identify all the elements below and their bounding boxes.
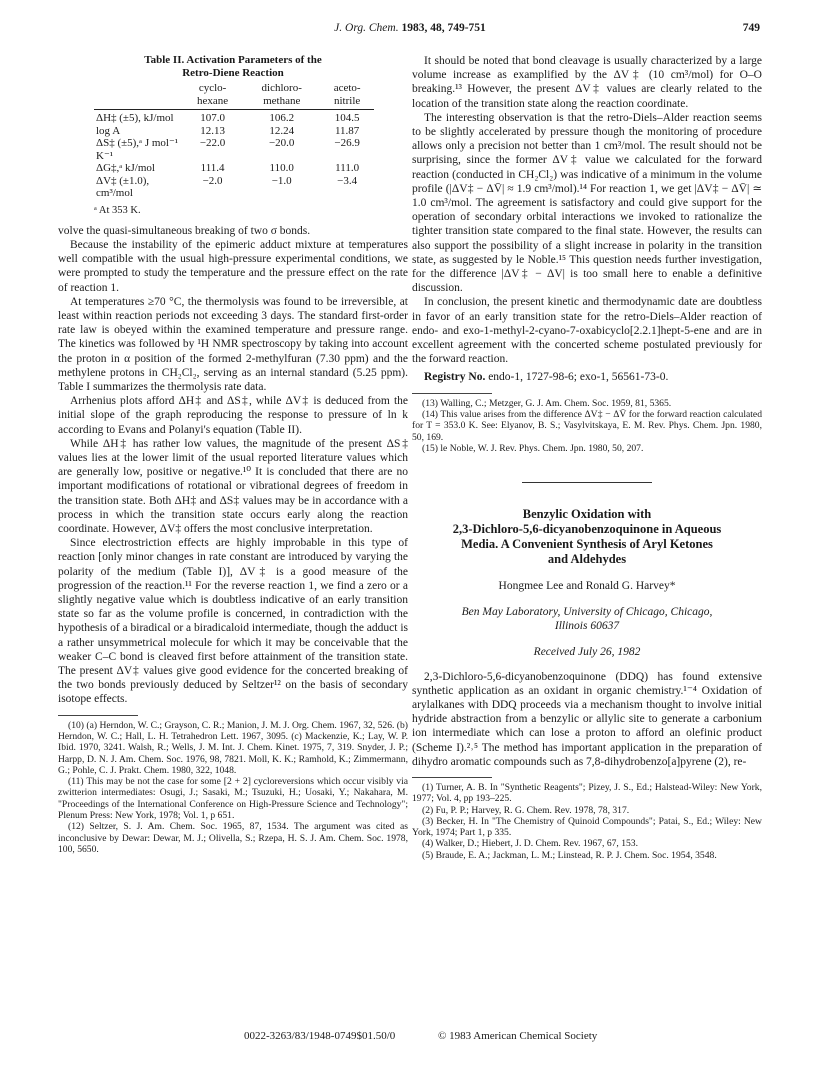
- article-body: 2,3-Dichloro-5,6-dicyanobenzoquinone (DDQ) has found extensive synthetic application as an oxidant in organic chemistry.¹⁻⁴ Oxidation of arylalkanes with DDQ proceeds via a mechanism thought to involve initial hydride abstraction from a benzylic or allylic site to generate a carbonium ion intermediate which can lose a proton to afford an olefinic product (Scheme I).²˒⁵ The method has important application in the preparation of dihydro aromatic compounds such as 7,8-dihydrobenzo[a]pyrene (2), re-: [412, 670, 762, 768]
- cell: −3.4: [337, 174, 358, 187]
- row-label: log A: [96, 124, 121, 137]
- footnote-divider: [412, 393, 492, 394]
- paragraph: While ΔH‡ has rather low values, the magnitude of the present ΔS‡ values lies at the lower limit of the usual reported literature values which are generally low, positive or negative.¹⁰ It is concluded that there are no important modifications of rotational or vibrational degrees of freedom in the transition state. Both ΔH‡ and ΔS‡ values may be in accordance with a process in which the transition state occurs early along the reaction coordinate. However, ΔV‡ offers the most conclusive interpretation.: [58, 437, 408, 535]
- cell: 12.24: [269, 124, 295, 137]
- paragraph: It should be noted that bond cleavage is usually characterized by a large volume increase as examplified by the ΔV‡ (10 cm³/mol) for O–O breaking.¹³ However, the present ΔV‡ values are clearly related to the location of the transition state along the reaction coordinate.: [412, 55, 762, 110]
- received-date: Received July 26, 1982: [533, 646, 641, 659]
- cell: 111.0: [335, 162, 360, 174]
- affiliation-line: Illinois 60637: [554, 620, 620, 633]
- table-footnote: ᵃ At 353 K.: [94, 204, 141, 216]
- cell: −22.0: [199, 137, 226, 149]
- table-row: [94, 137, 374, 162]
- left-footnotes: [58, 720, 408, 856]
- cell: 104.5: [334, 112, 360, 124]
- table-row: [94, 175, 374, 200]
- paragraph: Arrhenius plots afford ΔH‡ and ΔS‡, while ΔV‡ is deduced from the initial slope of the graph reproducing the response to pressure of ln k according to Evans and Polanyi's equation (Table II).: [58, 395, 408, 436]
- paragraph: In conclusion, the present kinetic and thermodynamic date are doubtless in favor of an early transition state for the retro-Diels–Alder reaction of endo- and exo-1-methyl-2-cyano-7-oxabicyclo[2.2.1]hept-5-ene and are in excellent agreement with the concerted scheme postulated previously for the forward reaction.: [412, 296, 762, 366]
- article-affiliation: [412, 605, 762, 633]
- cell: 110.0: [269, 162, 294, 174]
- footnote: (4) Walker, D.; Hiebert, J. D. Chem. Rev. 1967, 67, 153.: [422, 838, 638, 850]
- paragraph: volve the quasi-simultaneous breaking of two σ bonds.: [58, 224, 311, 237]
- paragraph: Since electrostriction effects are highly improbable in this type of reaction [only minor changes in rate constant are introduced by varying the polarity of the medium (Table I)], ΔV‡ is a good measure of the progression of the reaction.¹¹ For the reverse reaction 1, we find a zero or a slightly negative value which is doubtless indicative of an early transition state so far as the volume profile is concerned, in contradiction with the hypothesis of a biradical or a biradicaloid intermediate, though the adduct is a rather unsymmetrical molecule for which it may be conceivable that the weaker C–C bond is cleaved first before attainment of the transition state. The present ΔV‡ values give good evidence for the concerted breaking of the two bonds previously deduced by Seltzer¹² on the basis of secondary isotope effects.: [58, 537, 409, 706]
- footnote: (10) (a) Herndon, W. C.; Grayson, C. R.; Manion, J. M. J. Org. Chem. 1967, 32, 526. (b) Herndon, W. C.; Hall, L. H. Tetrahedron Lett. 1967, 3095. (c) Mackenzie, K.; Lay, W. P. Ibid. 1970, 3241. Walsh, R.; Wells, J. M. Int. J. Chem. Kinet. 1975, 7, 319. Snyder, J. P.; Harpp, D. N. J. Am. Chem. Soc. 1976, 98, 7821. Moll, K. K.; Ramhold, K.; Zimmermann, G.; Pohle, C. J. Prakt. Chem. 1980, 322, 1048.: [58, 719, 408, 776]
- cell: −26.9: [334, 137, 360, 149]
- footnote: (12) Seltzer, S. J. Am. Chem. Soc. 1965, 87, 1534. The argument was cited as inconclusive by Dewar: Dewar, M. J.; Olivella, S.; Rzepa, H. S. J. Am. Chem. Soc. 1978, 100, 5650.: [58, 821, 408, 855]
- table-caption-line1: Table II. Activation Parameters of the: [144, 54, 322, 66]
- table-header-col-2: aceto- nitrile: [320, 82, 374, 110]
- title-line: 2,3-Dichloro-5,6-dicyanobenzoquinone in Aqueous: [452, 522, 722, 537]
- table-header-col-1: dichloro- methane: [243, 82, 320, 110]
- page-header: [60, 22, 760, 38]
- footnote: (14) This value arises from the difference ΔV‡ − ΔV̄ for the forward reaction calculated for T = 353.0 K. See: Elyanov, B. S.; Vasylvitskaya, E. M. Rev. Phys. Chem. Jpn. 1980, 50, 169.: [412, 408, 762, 443]
- cell: 106.2: [269, 112, 295, 124]
- table-caption: [88, 54, 378, 80]
- journal-volume-pages: 1983, 48, 749-751: [401, 22, 486, 34]
- registry-label: Registry No.: [424, 371, 486, 384]
- journal-citation: [60, 22, 760, 34]
- cell: 107.0: [200, 112, 225, 124]
- right-column: [412, 54, 762, 861]
- footnote: (3) Becker, H. In "The Chemistry of Quinoid Compounds"; Patai, S., Ed.; Wiley: New York, 1974; Part 1, p 335.: [412, 815, 762, 839]
- paragraph: At temperatures ≥70 °C, the thermolysis was found to be irreversible, at least within reaction periods not exceeding 3 days. The standard first-order rate law is obeyed within the examined temperature and pressure range. The kinetics was followed by ¹H NMR spectroscopy by taking into account the proton in α position of the formed 2-methylfuran (7.30 ppm) and the methylene protons in CH₂Cl₂, serving as an internal standard (5.25 ppm). Table I summarizes the thermolysis rate data.: [58, 295, 408, 393]
- row-label: ΔG‡,ᵃ kJ/mol: [96, 162, 155, 174]
- title-line: Media. A Convenient Synthesis of Aryl Ketones: [461, 537, 713, 552]
- table-row: [94, 125, 374, 138]
- footnote: (11) This may be not the case for some [2 + 2] cycloreversions which occur visibly via zwitterion intermediates: Osugi, J.; Sasaki, M.; Tsuzuki, H.; Uosaki, Y.; Nakahara, M. "Proceedings of the International Conference on High-Pressure Science and Technology"; Plenum Press: New York, 1978; Vol. 1, p 651.: [58, 776, 408, 821]
- title-line: Benzylic Oxidation with: [522, 507, 652, 522]
- table-row: [94, 110, 374, 125]
- row-label: ΔH‡ (±5), kJ/mol: [96, 112, 174, 124]
- right-body: [412, 54, 762, 366]
- left-column: [58, 54, 408, 855]
- article-authors: Hongmee Lee and Ronald G. Harvey*: [498, 580, 676, 593]
- activation-table: [94, 82, 374, 200]
- footnote-divider: [58, 715, 138, 716]
- cell: −20.0: [268, 137, 295, 149]
- page-number: 749: [742, 22, 760, 34]
- issn-code: 0022-3263/83/1948-0749$01.50/0: [244, 1030, 396, 1042]
- footnote: (5) Braude, E. A.; Jackman, L. M.; Linstead, R. P. J. Chem. Soc. 1954, 3548.: [422, 849, 717, 861]
- registry-numbers: [412, 370, 762, 384]
- cell: 12.13: [200, 124, 225, 137]
- paragraph: The interesting observation is that the retro-Diels–Alder reaction seems to be slightly accelerated by pressure though the monitoring of procedure allows only a precision not better than 1 cm³/mol. The result should not be surprising, since the former ΔV‡ value we calculated for the forward reaction (conducted in CH₂Cl₂) was indicative of a minimum in the volume profile (|ΔV‡ − ΔV̄| ≈ 1.9 cm³/mol).¹⁴ For reaction 1, we get |ΔV‡ − ΔV̄| ≃ 1.0 cm³/mol. The agreement is satisfactory and could give support for the operation of secondary orbital interactions we invoked to rationalize the tighter transition state compared to the final state. However, the results can also support the possibility of a slight increase in polarity in the transition state, as suggested by le Noble.¹⁵ This question needs further investigation, for the difference |ΔV‡ − ΔV| is too small here to enable a definitive discussion.: [412, 111, 762, 295]
- article-divider: [522, 482, 652, 483]
- table-row: [94, 162, 374, 175]
- footnote: (1) Turner, A. B. In "Synthetic Reagents"; Pizey, J. S., Ed.; Halstead-Wiley: New York, 1977; Vol. 4, pp 193–225.: [412, 781, 762, 805]
- cell: −2.0: [202, 174, 223, 187]
- paragraph: Because the instability of the epimeric adduct mixture at temperatures well compatible with the usual high-pressure experimental conditions, we were prompted to study the temperature and the pressure effect on the rate of reaction 1.: [58, 238, 408, 294]
- footnote: (15) le Noble, W. J. Rev. Phys. Chem. Jpn. 1980, 50, 207.: [422, 442, 644, 454]
- row-label: ΔV‡ (±1.0), cm³/mol: [96, 174, 150, 199]
- cell: −1.0: [271, 174, 292, 187]
- table-header-empty: [94, 82, 182, 110]
- table-caption-line2: Retro-Diene Reaction: [182, 67, 284, 79]
- copyright: © 1983 American Chemical Society: [438, 1030, 598, 1042]
- journal-name: J. Org. Chem.: [334, 22, 399, 34]
- article-title: [412, 507, 762, 567]
- title-line: and Aldehydes: [547, 552, 627, 567]
- article-footnotes: [412, 782, 762, 861]
- table-header-col-0: cyclo- hexane: [182, 82, 243, 110]
- right-footnotes: [412, 398, 762, 454]
- left-body: [58, 224, 408, 707]
- footnote-divider: [412, 777, 492, 778]
- footnote: (2) Fu, P. P.; Harvey, R. G. Chem. Rev. 1978, 78, 317.: [422, 804, 630, 816]
- cell: 111.4: [200, 162, 225, 174]
- cell: 11.87: [334, 124, 360, 137]
- footnote: (13) Walling, C.; Metzger, G. J. Am. Chem. Soc. 1959, 81, 5365.: [422, 397, 672, 409]
- row-label: ΔS‡ (±5),ᵃ J mol⁻¹ K⁻¹: [96, 137, 179, 162]
- registry-text: endo-1, 1727-98-6; exo-1, 56561-73-0.: [488, 371, 669, 384]
- affiliation-line: Ben May Laboratory, University of Chicago, Chicago,: [461, 606, 713, 619]
